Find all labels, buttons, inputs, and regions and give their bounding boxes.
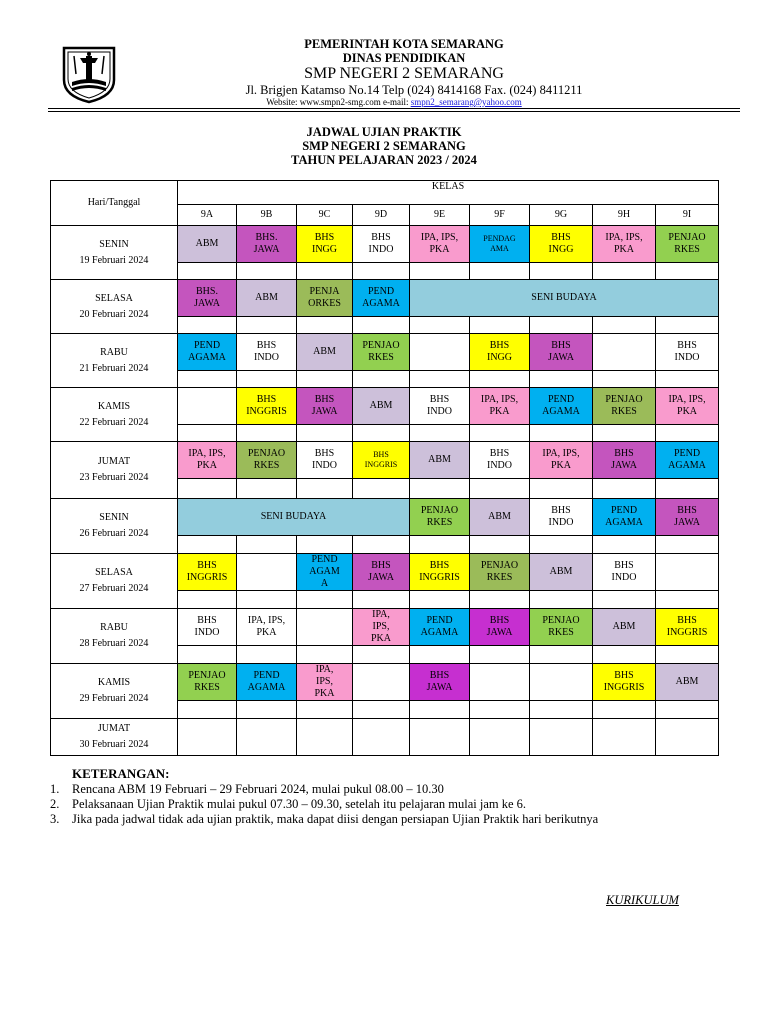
class-9a: 9A (178, 205, 237, 226)
table-row (51, 719, 719, 756)
exam-cell: PEND AGAMA (593, 499, 656, 536)
exam-cell (178, 719, 237, 756)
exam-cell: BHS JAWA (297, 388, 353, 425)
exam-cell: BHS JAWA (353, 554, 410, 591)
exam-cell: BHS INGGRIS (353, 442, 410, 479)
exam-cell: IPA, IPS, PKA (470, 388, 530, 425)
day-cell: JUMAT 30 Februari 2024 (51, 719, 178, 756)
day-header: Hari/Tanggal (51, 181, 178, 226)
day-cell: SELASA 27 Februari 2024 (51, 554, 178, 609)
doc-title-1: JADWAL UJIAN PRAKTIK (306, 125, 462, 139)
exam-cell: BHS. JAWA (237, 226, 297, 263)
letterhead-rule (48, 108, 740, 109)
table-row (51, 442, 719, 479)
letterhead-government: PEMERINTAH KOTA SEMARANG (304, 37, 504, 51)
exam-cell (297, 719, 353, 756)
exam-cell: PEND AGAMA (353, 280, 410, 317)
day-cell: SENIN 26 Februari 2024 (51, 499, 178, 554)
exam-cell: ABM (470, 499, 530, 536)
email-link[interactable]: smpn2_semarang@yahoo.com (410, 97, 522, 107)
exam-cell: ABM (297, 334, 353, 371)
letterhead (0, 0, 768, 112)
exam-cell: BHS INDO (297, 442, 353, 479)
day-cell: SELASA 20 Februari 2024 (51, 280, 178, 334)
exam-cell: PEND AGAMA (530, 388, 593, 425)
exam-cell: BHS INDO (237, 334, 297, 371)
exam-cell: PEND AGAMA (410, 609, 470, 646)
notes-heading: KETERANGAN: (72, 766, 170, 781)
exam-cell (656, 719, 719, 756)
exam-cell: ABM (237, 280, 297, 317)
exam-cell: IPA, IPS, PKA (178, 442, 237, 479)
notes-section (50, 766, 750, 827)
exam-cell: SENI BUDAYA (178, 499, 410, 536)
exam-cell: BHS INDO (656, 334, 719, 371)
table-row (51, 609, 719, 646)
exam-cell: PENJAO RKES (353, 334, 410, 371)
letterhead-rule-2 (48, 111, 740, 112)
exam-cell: PENJAO RKES (410, 499, 470, 536)
exam-cell: BHS INDO (530, 499, 593, 536)
class-9e: 9E (410, 205, 470, 226)
exam-cell: IPA, IPS, PKA (297, 664, 353, 701)
exam-cell: PEND AGAMA (178, 334, 237, 371)
exam-cell (593, 334, 656, 371)
exam-cell: BHS JAWA (593, 442, 656, 479)
class-9c: 9C (297, 205, 353, 226)
exam-cell (530, 664, 593, 701)
exam-cell: BHS. JAWA (178, 280, 237, 317)
exam-cell: PENJAO RKES (593, 388, 656, 425)
exam-cell: BHS INGG (297, 226, 353, 263)
table-row (51, 554, 719, 591)
exam-cell: PEND AGAM A (297, 554, 353, 591)
exam-cell (410, 334, 470, 371)
table-row (51, 664, 719, 701)
exam-cell: PENJAO RKES (237, 442, 297, 479)
exam-cell: BHS INDO (470, 442, 530, 479)
exam-cell: ABM (410, 442, 470, 479)
exam-cell: SENI BUDAYA (410, 280, 719, 317)
signature-kurikulum: KURIKULUM (606, 893, 679, 907)
exam-cell (593, 719, 656, 756)
table-row (51, 280, 719, 317)
day-cell: KAMIS 29 Februari 2024 (51, 664, 178, 719)
class-9g: 9G (530, 205, 593, 226)
exam-cell: IPA, IPS, PKA (353, 609, 410, 646)
exam-cell: ABM (656, 664, 719, 701)
exam-cell (656, 554, 719, 591)
class-9d: 9D (353, 205, 410, 226)
letterhead-address: Jl. Brigjen Katamso No.14 Telp (024) 8414168 Fax. (024) 8411211 (245, 83, 583, 97)
table-row (51, 388, 719, 425)
exam-cell (178, 388, 237, 425)
table-row (51, 226, 719, 263)
exam-cell: PENJAO RKES (656, 226, 719, 263)
exam-cell: BHS INGG (470, 334, 530, 371)
schedule-table (50, 180, 719, 756)
exam-cell (353, 719, 410, 756)
exam-cell (297, 609, 353, 646)
exam-cell: ABM (353, 388, 410, 425)
exam-cell: BHS JAWA (530, 334, 593, 371)
exam-cell (470, 664, 530, 701)
exam-cell: BHS INGGRIS (178, 554, 237, 591)
exam-cell: BHS INDO (593, 554, 656, 591)
exam-cell: BHS INGGRIS (237, 388, 297, 425)
letterhead-department: DINAS PENDIDIKAN (342, 51, 466, 65)
exam-cell: BHS INGGRIS (410, 554, 470, 591)
note-item: 1. Rencana ABM 19 Februari – 29 Februari 2024, mulai pukul 08.00 – 10.30 (50, 782, 444, 796)
exam-cell: ABM (593, 609, 656, 646)
exam-cell: PENDAG AMA (470, 226, 530, 263)
exam-cell: PEND AGAMA (237, 664, 297, 701)
class-header: KELAS (178, 181, 719, 205)
exam-cell (237, 719, 297, 756)
exam-cell: PENJAO RKES (530, 609, 593, 646)
exam-cell: PENJA ORKES (297, 280, 353, 317)
class-9f: 9F (470, 205, 530, 226)
exam-cell: IPA, IPS, PKA (656, 388, 719, 425)
exam-cell: BHS INGG (530, 226, 593, 263)
day-cell: RABU 21 Februari 2024 (51, 334, 178, 388)
letterhead-contact (10, 97, 768, 107)
exam-cell: ABM (530, 554, 593, 591)
exam-cell: BHS INDO (178, 609, 237, 646)
exam-cell (353, 664, 410, 701)
table-row (51, 334, 719, 371)
doc-title-3: TAHUN PELAJARAN 2023 / 2024 (291, 153, 477, 167)
class-9h: 9H (593, 205, 656, 226)
exam-cell (237, 554, 297, 591)
exam-cell: IPA, IPS, PKA (410, 226, 470, 263)
exam-cell: PENJAO RKES (470, 554, 530, 591)
day-cell: SENIN 19 Februari 2024 (51, 226, 178, 280)
exam-cell (470, 719, 530, 756)
day-cell: KAMIS 22 Februari 2024 (51, 388, 178, 442)
exam-cell: PEND AGAMA (656, 442, 719, 479)
exam-cell: IPA, IPS, PKA (237, 609, 297, 646)
letterhead-school-name: SMP NEGERI 2 SEMARANG (304, 65, 504, 82)
website-label: Website: www.smpn2-smg.com e-mail: (266, 97, 409, 107)
day-cell: RABU 28 Februari 2024 (51, 609, 178, 664)
note-item: 3. Jika pada jadwal tidak ada ujian praktik, maka dapat diisi dengan persiapan Ujian Praktik hari berikutnya (50, 812, 599, 826)
exam-cell (410, 719, 470, 756)
exam-cell: BHS INDO (410, 388, 470, 425)
exam-cell: PENJAO RKES (178, 664, 237, 701)
class-9i: 9I (656, 205, 719, 226)
class-9b: 9B (237, 205, 297, 226)
exam-cell: BHS INDO (353, 226, 410, 263)
exam-cell: IPA, IPS, PKA (530, 442, 593, 479)
exam-cell: BHS JAWA (470, 609, 530, 646)
exam-cell (530, 719, 593, 756)
exam-cell: BHS INGGRIS (656, 609, 719, 646)
exam-cell: ABM (178, 226, 237, 263)
exam-cell: BHS JAWA (410, 664, 470, 701)
exam-cell: BHS INGGRIS (593, 664, 656, 701)
exam-cell: BHS JAWA (656, 499, 719, 536)
exam-cell: IPA, IPS, PKA (593, 226, 656, 263)
note-item: 2. Pelaksanaan Ujian Praktik mulai pukul 07.30 – 09.30, setelah itu pelajaran mulai jam ke 6. (50, 797, 527, 811)
day-cell: JUMAT 23 Februari 2024 (51, 442, 178, 499)
doc-title-2: SMP NEGERI 2 SEMARANG (302, 139, 466, 153)
table-row (51, 499, 719, 536)
